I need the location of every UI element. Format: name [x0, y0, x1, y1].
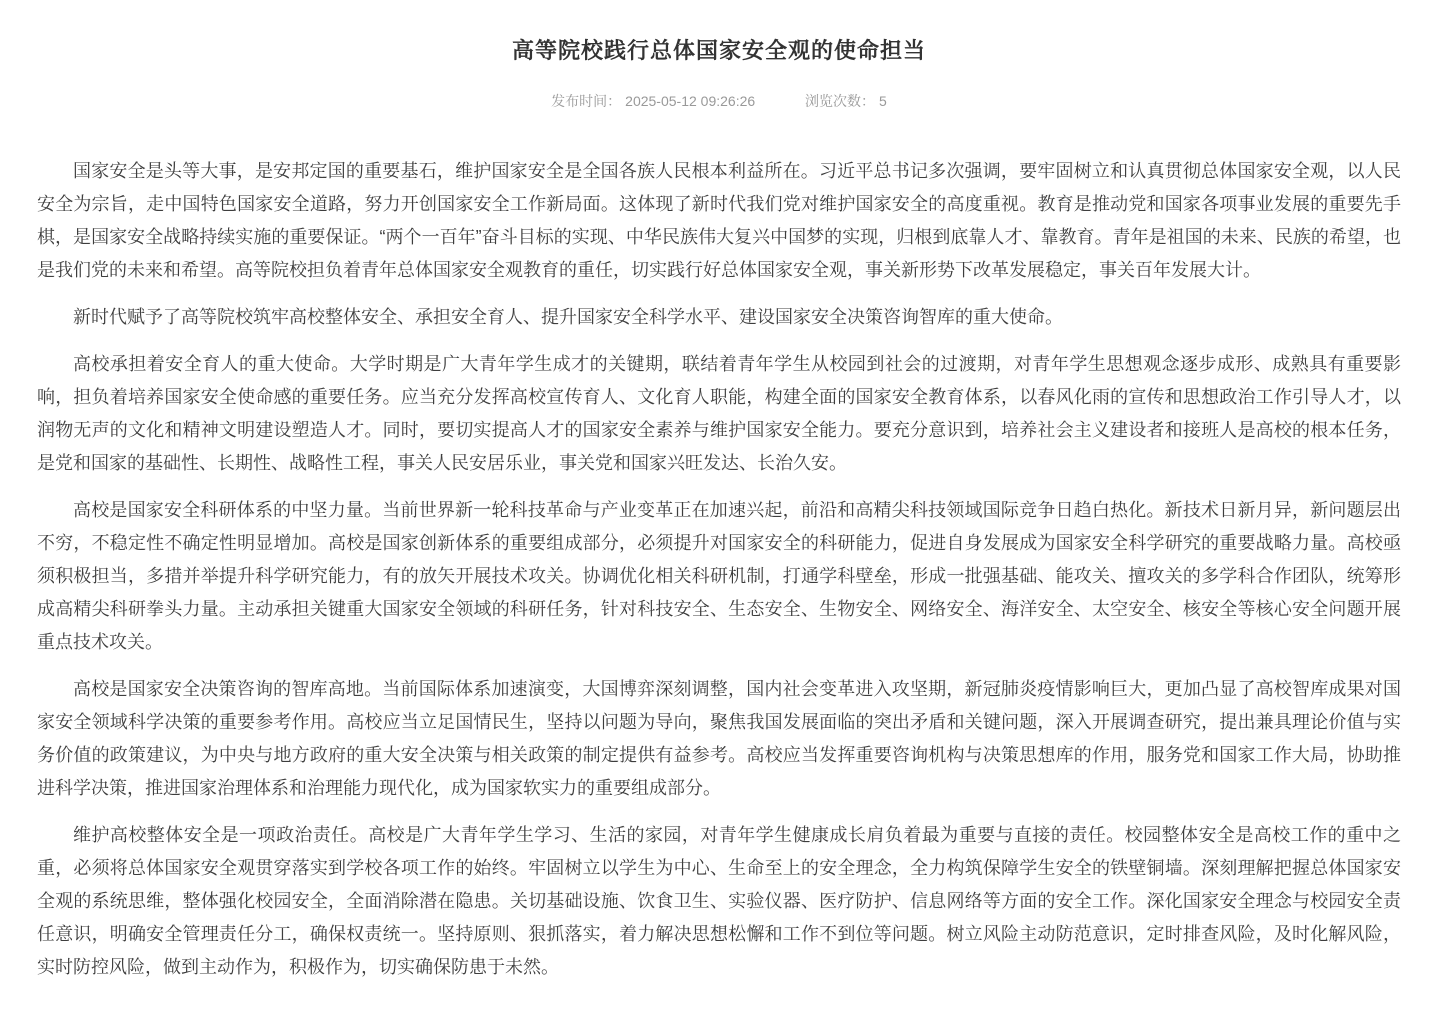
article-paragraph: 国家安全是头等大事，是安邦定国的重要基石，维护国家安全是全国各族人民根本利益所在。习近平总书记多次强调，要牢固树立和认真贯彻总体国家安全观，以人民安全为宗旨，走中国特色国家安全道路，努力开创国家安全工作新局面。这体现了新时代我们党对维护国家安全的高度重视。教育是推动党和国家各项事业发展的重要先手棋，是国家安全战略持续实施的重要保证。“两个一百年”奋斗目标的实现、中华民族伟大复兴中国梦的实现，归根到底靠人才、靠教育。青年是祖国的未来、民族的希望，也是我们党的未来和希望。高等院校担负着青年总体国家安全观教育的重任，切实践行好总体国家安全观，事关新形势下改革发展稳定，事关百年发展大计。 — [37, 161, 1401, 280]
article-paragraph: 高校承担着安全育人的重大使命。大学时期是广大青年学生成才的关键期，联结着青年学生从校园到社会的过渡期，对青年学生思想观念逐步成形、成熟具有重要影响，担负着培养国家安全使命感的重要任务。应当充分发挥高校宣传育人、文化育人职能，构建全面的国家安全教育体系，以春风化雨的宣传和思想政治工作引导人才，以润物无声的文化和精神文明建设塑造人才。同时，要切实提高人才的国家安全素养与维护国家安全能力。要充分意识到，培养社会主义建设者和接班人是高校的根本任务，是党和国家的基础性、长期性、战略性工程，事关人民安居乐业，事关党和国家兴旺发达、长治久安。 — [37, 354, 1401, 473]
article-paragraph: 维护高校整体安全是一项政治责任。高校是广大青年学生学习、生活的家园，对青年学生健康成长肩负着最为重要与直接的责任。校园整体安全是高校工作的重中之重，必须将总体国家安全观贯穿落实到学校各项工作的始终。牢固树立以学生为中心、生命至上的安全理念，全力构筑保障学生安全的铁壁铜墙。深刻理解把握总体国家安全观的系统思维，整体强化校园安全，全面消除潜在隐患。关切基础设施、饮食卫生、实验仪器、医疗防护、信息网络等方面的安全工作。深化国家安全理念与校园安全责任意识，明确安全管理责任分工，确保权责统一。坚持原则、狠抓落实，着力解决思想松懈和工作不到位等问题。树立风险主动防范意识，定时排查风险，及时化解风险，实时防控风险，做到主动作为，积极作为，切实确保防患于未然。 — [37, 825, 1401, 977]
publish-time-label: 发布时间： — [551, 93, 622, 109]
view-count-group — [805, 91, 887, 111]
article-body — [37, 155, 1401, 984]
article-paragraph: 高校是国家安全科研体系的中坚力量。当前世界新一轮科技革命与产业变革正在加速兴起，前沿和高精尖科技领域国际竞争日趋白热化。新技术日新月异，新问题层出不穷，不稳定性不确定性明显增加。高校是国家创新体系的重要组成部分，必须提升对国家安全的科研能力，促进自身发展成为国家安全科学研究的重要战略力量。高校亟须积极担当，多措并举提升科学研究能力，有的放矢开展技术攻关。协调优化相关科研机制，打通学科壁垒，形成一批强基础、能攻关、擅攻关的多学科合作团队，统筹形成高精尖科研拳头力量。主动承担关键重大国家安全领域的科研任务，针对科技安全、生态安全、生物安全、网络安全、海洋安全、太空安全、核安全等核心安全问题开展重点技术攻关。 — [37, 500, 1401, 652]
publish-time-value: 2025-05-12 09:26:26 — [625, 93, 756, 109]
article-paragraph: 新时代赋予了高等院校筑牢高校整体安全、承担安全育人、提升国家安全科学水平、建设国家安全决策咨询智库的重大使命。 — [73, 307, 1063, 327]
article-paragraph: 高校是国家安全决策咨询的智库高地。当前国际体系加速演变，大国博弈深刻调整，国内社会变革进入攻坚期，新冠肺炎疫情影响巨大，更加凸显了高校智库成果对国家安全领域科学决策的重要参考作用。高校应当立足国情民生，坚持以问题为导向，聚焦我国发展面临的突出矛盾和关键问题，深入开展调查研究，提出兼具理论价值与实务价值的政策建议，为中央与地方政府的重大安全决策与相关政策的制定提供有益参考。高校应当发挥重要咨询机构与决策思想库的作用，服务党和国家工作大局，协助推进科学决策，推进国家治理体系和治理能力现代化，成为国家软实力的重要组成部分。 — [37, 679, 1401, 798]
page-title: 高等院校践行总体国家安全观的使命担当 — [511, 38, 926, 63]
publish-time-group — [551, 91, 755, 111]
view-count-value: 5 — [879, 93, 887, 109]
article-meta — [37, 91, 1401, 111]
view-count-label: 浏览次数： — [805, 93, 876, 109]
